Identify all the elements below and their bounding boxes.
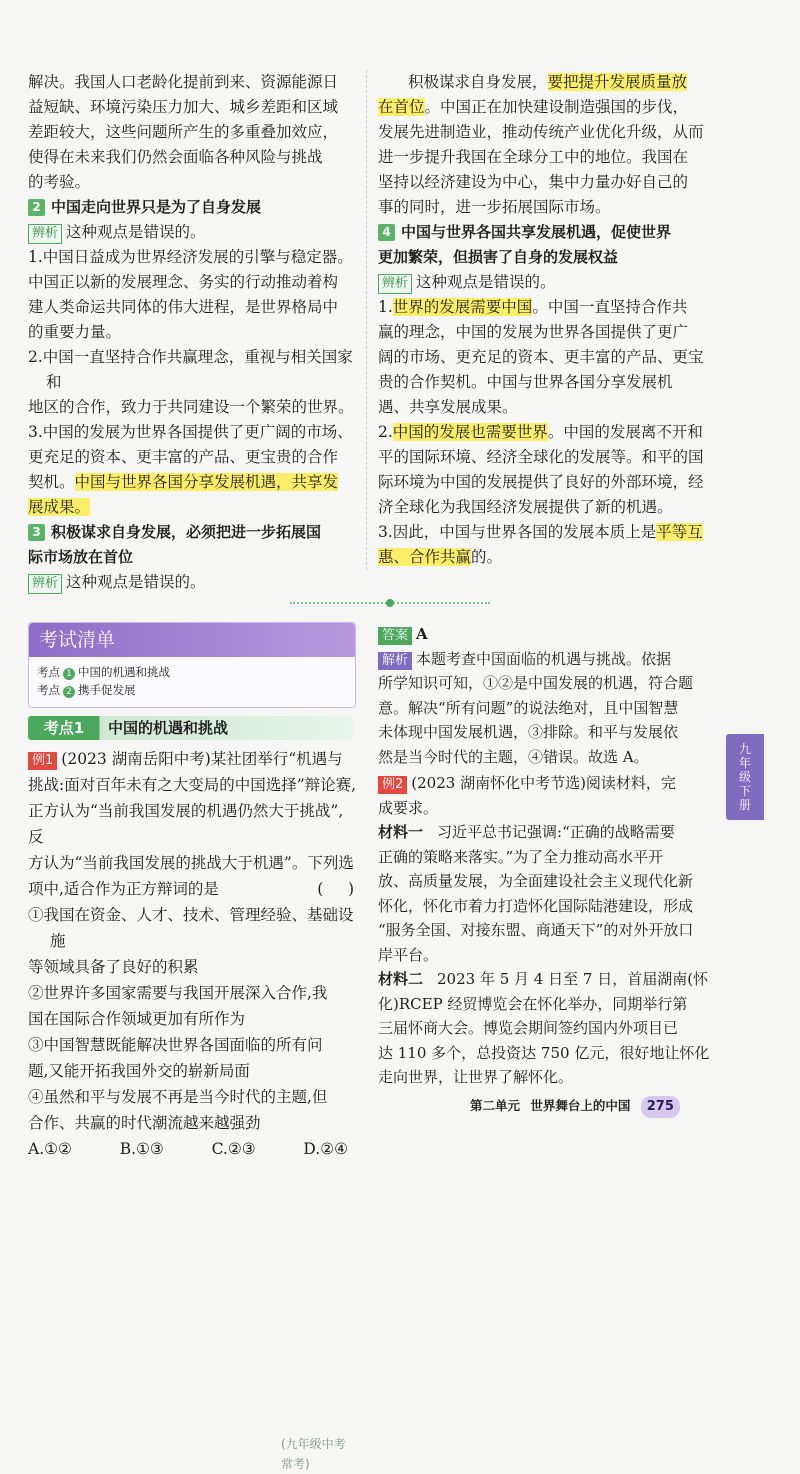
question-title: 积极谋求自身发展，必须把进一步拓展国: [51, 523, 322, 541]
option-line: 题,又能开拓我国外交的崭新局面: [28, 1062, 250, 1080]
column-divider: [366, 70, 367, 570]
item-text: 3.因此，中国与世界各国的发展本质上是: [378, 523, 657, 541]
item-line: 地区的合作，致力于共同建设一个繁荣的世界。: [28, 398, 354, 416]
material-line: 三届怀商大会。博览会期间签约国内外项目已: [378, 1019, 679, 1037]
item-line: 中国正以新的发展理念、务实的行动推动着构: [28, 273, 339, 291]
item-prefix: 1.: [378, 298, 393, 316]
material-label: 材料一: [378, 823, 424, 841]
answer-tag: 答案: [378, 627, 412, 645]
analysis-line: 未体现中国发展机遇，③排除。和平与发展依: [378, 723, 679, 741]
list-item: [28, 420, 358, 520]
exam-item-text: 携手促发展: [78, 683, 136, 697]
para-line: 使得在未来我们仍然会面临各种风险与挑战: [28, 148, 323, 166]
question-number-badge: 2: [28, 199, 45, 216]
example-2-line: [378, 771, 714, 796]
example-line: 挑战:面对百年未有之大变局的中国选择”辩论赛,: [28, 776, 357, 794]
item-line: [378, 420, 718, 445]
material-text: 2023 年 5 月 4 日至 7 日，首届湖南(怀: [437, 970, 709, 988]
item-line: [378, 520, 718, 545]
example-text: (2023 湖南岳阳中考)某社团举行“机遇与: [61, 750, 343, 768]
answer-line: [378, 622, 714, 647]
item-line: [28, 470, 358, 495]
right-top-column: [378, 70, 718, 570]
para-text: 。中国正在加快建设制造强国的步伐，: [424, 98, 689, 116]
item-line: 济全球化为我国经济发展提供了新的机遇。: [378, 498, 673, 516]
example-tag: 例1: [28, 752, 57, 770]
footer-unit: 第二单元: [470, 1098, 521, 1113]
side-tab-char: 九: [738, 742, 751, 756]
analysis-text: 本题考查中国面临的机遇与挑战。依据: [416, 649, 672, 668]
analysis-line: 意。解决“所有问题”的说法绝对，且中国智慧: [378, 698, 679, 717]
list-item: [28, 245, 358, 345]
question-number-badge: 3: [28, 524, 45, 541]
item-line: [28, 495, 358, 520]
side-tab-char: 级: [738, 770, 751, 784]
item-line: [378, 295, 718, 320]
question-4-heading: [378, 220, 718, 245]
example-line: [28, 746, 358, 772]
highlighted-text: 平等互: [656, 523, 703, 541]
highlighted-text: 惠、合作共赢: [378, 548, 472, 566]
para-line: 事的同时，进一步拓展国际市场。: [378, 198, 611, 216]
example-line: [28, 876, 358, 902]
item-prefix: 2.: [378, 423, 393, 441]
example-text: (2023 湖南怀化中考节选)阅读材料，完: [411, 774, 676, 792]
question-2-heading: [28, 195, 358, 220]
highlighted-text: 在首位: [378, 98, 425, 116]
item-line: 1.中国日益成为世界经济发展的引擎与稳定器。: [28, 248, 353, 266]
material-line: 岸平台。: [378, 945, 439, 964]
question-4-heading-cont: 更加繁荣，但损害了自身的发展权益: [378, 248, 619, 266]
exam-item-label: 考点: [37, 665, 60, 679]
analysis-tag: 辨析: [378, 274, 412, 294]
divider-dot: [386, 599, 394, 607]
page-number: 275: [641, 1096, 680, 1118]
exam-item-number: 1: [63, 668, 75, 680]
item-line: 平的国际环境、经济全球化的发展等。和平的国: [378, 448, 704, 466]
answer-paren: ( ): [317, 880, 354, 898]
material-line: 化)RCEP 经贸博览会在怀化举办，同期举行第: [378, 994, 688, 1013]
question-title: 中国与世界各国共享发展机遇，促使世界: [401, 223, 672, 241]
analysis-tag: 解析: [378, 652, 412, 670]
footer-title: 世界舞台上的中国: [530, 1098, 631, 1113]
exam-list-item: [29, 681, 355, 699]
kaodian-label: 考点1: [43, 719, 85, 737]
para-line: 发展先进制造业，推动传统产业优化升级，从而: [378, 123, 704, 141]
item-line: 的重要力量。: [28, 323, 122, 341]
exam-list-item: [29, 663, 355, 681]
choice-a: A.①②: [28, 1140, 72, 1158]
analysis-line: [28, 220, 358, 245]
analysis-line: [378, 270, 718, 295]
side-tab-char: 下: [738, 784, 751, 798]
material-line: 正确的策略来落实。”为了全力推动高水平开: [378, 847, 664, 866]
option-item: [28, 1032, 358, 1084]
para-line: [378, 95, 718, 120]
example-line: 正方认为“当前我国发展的机遇仍然大于挑战”,反: [28, 802, 344, 846]
example-1: [28, 746, 358, 1162]
item-line: 更充足的资本、更丰富的产品、更宝贵的合作: [28, 448, 339, 466]
grade-side-tab: [726, 734, 764, 820]
item-line: 建人类命运共同体的伟大进程，是世界格局中: [28, 298, 339, 316]
choice-c: C.②③: [211, 1140, 256, 1158]
option-item: [28, 980, 358, 1032]
para-line: 差距较大，这些问题所产生的多重叠加效应，: [28, 123, 339, 141]
kaodian-title: 中国的机遇和挑战: [108, 719, 229, 737]
item-line: 2.中国一直坚持合作共赢理念，重视与相关国家和: [28, 348, 353, 391]
option-line: 国在国际合作领域更加有所作为: [28, 1010, 246, 1028]
question-title: 中国走向世界只是为了自身发展: [51, 198, 262, 216]
material-line: “服务全国、对接东盟、商通天下”的对外开放口: [378, 921, 694, 939]
list-item: [28, 345, 358, 420]
para-text: 积极谋求自身发展，: [408, 73, 548, 91]
choice-d: D.②④: [303, 1140, 348, 1158]
material-line: 走向世界，让世界了解怀化。: [378, 1068, 574, 1086]
analysis-tag: 辨析: [28, 574, 62, 594]
exam-item-text: 中国的机遇和挑战: [78, 665, 170, 679]
material-label: 材料二: [378, 970, 424, 988]
para-line: 的考验。: [28, 173, 91, 191]
question-number-badge: 4: [378, 224, 395, 241]
kaodian-faded-note: (九年级中考常考): [281, 1437, 346, 1471]
material-line: 达 110 多个，总投资达 750 亿元，很好地让怀化: [378, 1043, 710, 1062]
choices-row: [28, 1136, 358, 1162]
option-line: ④虽然和平与发展不再是当今时代的主题,但: [28, 1088, 328, 1106]
analysis-tag: 辨析: [28, 224, 62, 244]
highlighted-text: 展成果。: [28, 498, 91, 516]
para-line: 益短缺、环境污染压力加大、城乡差距和区域: [28, 98, 339, 116]
highlighted-text: 世界的发展需要中国: [392, 298, 533, 316]
list-item: [378, 295, 718, 420]
item-text: 的。: [471, 548, 503, 566]
material-line: 放、高质量发展，为全面建设社会主义现代化新: [378, 872, 694, 890]
example-line: 方认为“当前我国发展的挑战大于机遇”。下列选: [28, 854, 354, 872]
item-line: [378, 545, 718, 570]
page-footer: [470, 1095, 740, 1117]
left-top-column: [28, 70, 358, 595]
option-line: 合作、共赢的时代潮流越来越强劲: [28, 1114, 261, 1132]
item-line: 遇、共享发展成果。: [378, 398, 518, 416]
material-2-line: [378, 967, 714, 992]
analysis-text: 这种观点是错误的。: [66, 223, 206, 241]
para-line: 坚持以经济建设为中心，集中力量办好自己的: [378, 173, 689, 191]
highlighted-text: 要把提升发展质量放: [547, 73, 688, 91]
side-tab-char: 册: [738, 798, 751, 812]
material-1-line: [378, 820, 714, 845]
exam-item-number: 2: [63, 686, 75, 698]
analysis-text: 这种观点是错误的。: [66, 573, 206, 591]
exam-item-label: 考点: [37, 683, 60, 697]
para-line: [378, 70, 718, 95]
option-line: 等领域具备了良好的积累: [28, 958, 199, 976]
option-line: ①我国在资金、人才、技术、管理经验、基础设施: [28, 906, 354, 950]
section-divider: [290, 602, 490, 608]
para-line: 解决。我国人口老龄化提前到来、资源能源日: [28, 73, 339, 91]
analysis-text: 这种观点是错误的。: [416, 273, 556, 291]
question-3-heading-cont: 际市场放在首位: [28, 548, 134, 566]
analysis-line: [28, 570, 358, 595]
choice-b: B.①③: [119, 1140, 164, 1158]
item-text: 。中国一直坚持合作共: [532, 298, 688, 316]
analysis-line: [378, 647, 714, 672]
material-text: 习近平总书记强调:“正确的战略需要: [437, 823, 675, 841]
item-text: 。中国的发展离不开和: [547, 423, 703, 441]
list-item: [378, 420, 718, 520]
para-line: 进一步提升我国在全球分工中的地位。我国在: [378, 148, 689, 166]
highlighted-text: 中国的发展也需要世界: [392, 423, 548, 441]
exam-list-box: [28, 622, 356, 708]
option-line: ②世界许多国家需要与我国开展深入合作,我: [28, 984, 328, 1002]
item-line: 赢的理念，中国的发展为世界各国提供了更广: [378, 323, 689, 341]
exam-list-title: 考试清单: [29, 623, 355, 657]
example-text: 项中,适合作为正方辩词的是: [28, 880, 219, 898]
material-line: 怀化，怀化市着力打造怀化国际陆港建设，形成: [378, 896, 694, 915]
item-line: 贵的合作契机。中国与世界各国分享发展机: [378, 373, 673, 391]
side-tab-char: 年: [738, 756, 751, 770]
option-item: [28, 902, 358, 980]
analysis-line: 然是当今时代的主题，④错误。故选 A。: [378, 747, 649, 766]
question-3-heading: [28, 520, 358, 545]
answer-and-example-2: [378, 622, 714, 1090]
item-line: 际环境为中国的发展提供了良好的外部环境，经: [378, 473, 704, 491]
item-text: 契机。: [28, 473, 75, 491]
item-line: 阔的市场、更充足的资本、更丰富的产品、更宝: [378, 348, 704, 366]
highlighted-text: 中国与世界各国分享发展机遇，共享发: [74, 473, 339, 491]
example-tag: 例2: [378, 776, 407, 794]
item-line: 3.中国的发展为世界各国提供了更广阔的市场、: [28, 423, 353, 441]
option-line: ③中国智慧既能解决世界各国面临的所有问: [28, 1036, 323, 1054]
example-2-line: 成要求。: [378, 798, 439, 817]
list-item: [378, 520, 718, 570]
analysis-line: 所学知识可知，①②是中国发展的机遇，符合题: [378, 674, 694, 692]
option-item: [28, 1084, 358, 1136]
answer-value: A: [416, 625, 428, 643]
